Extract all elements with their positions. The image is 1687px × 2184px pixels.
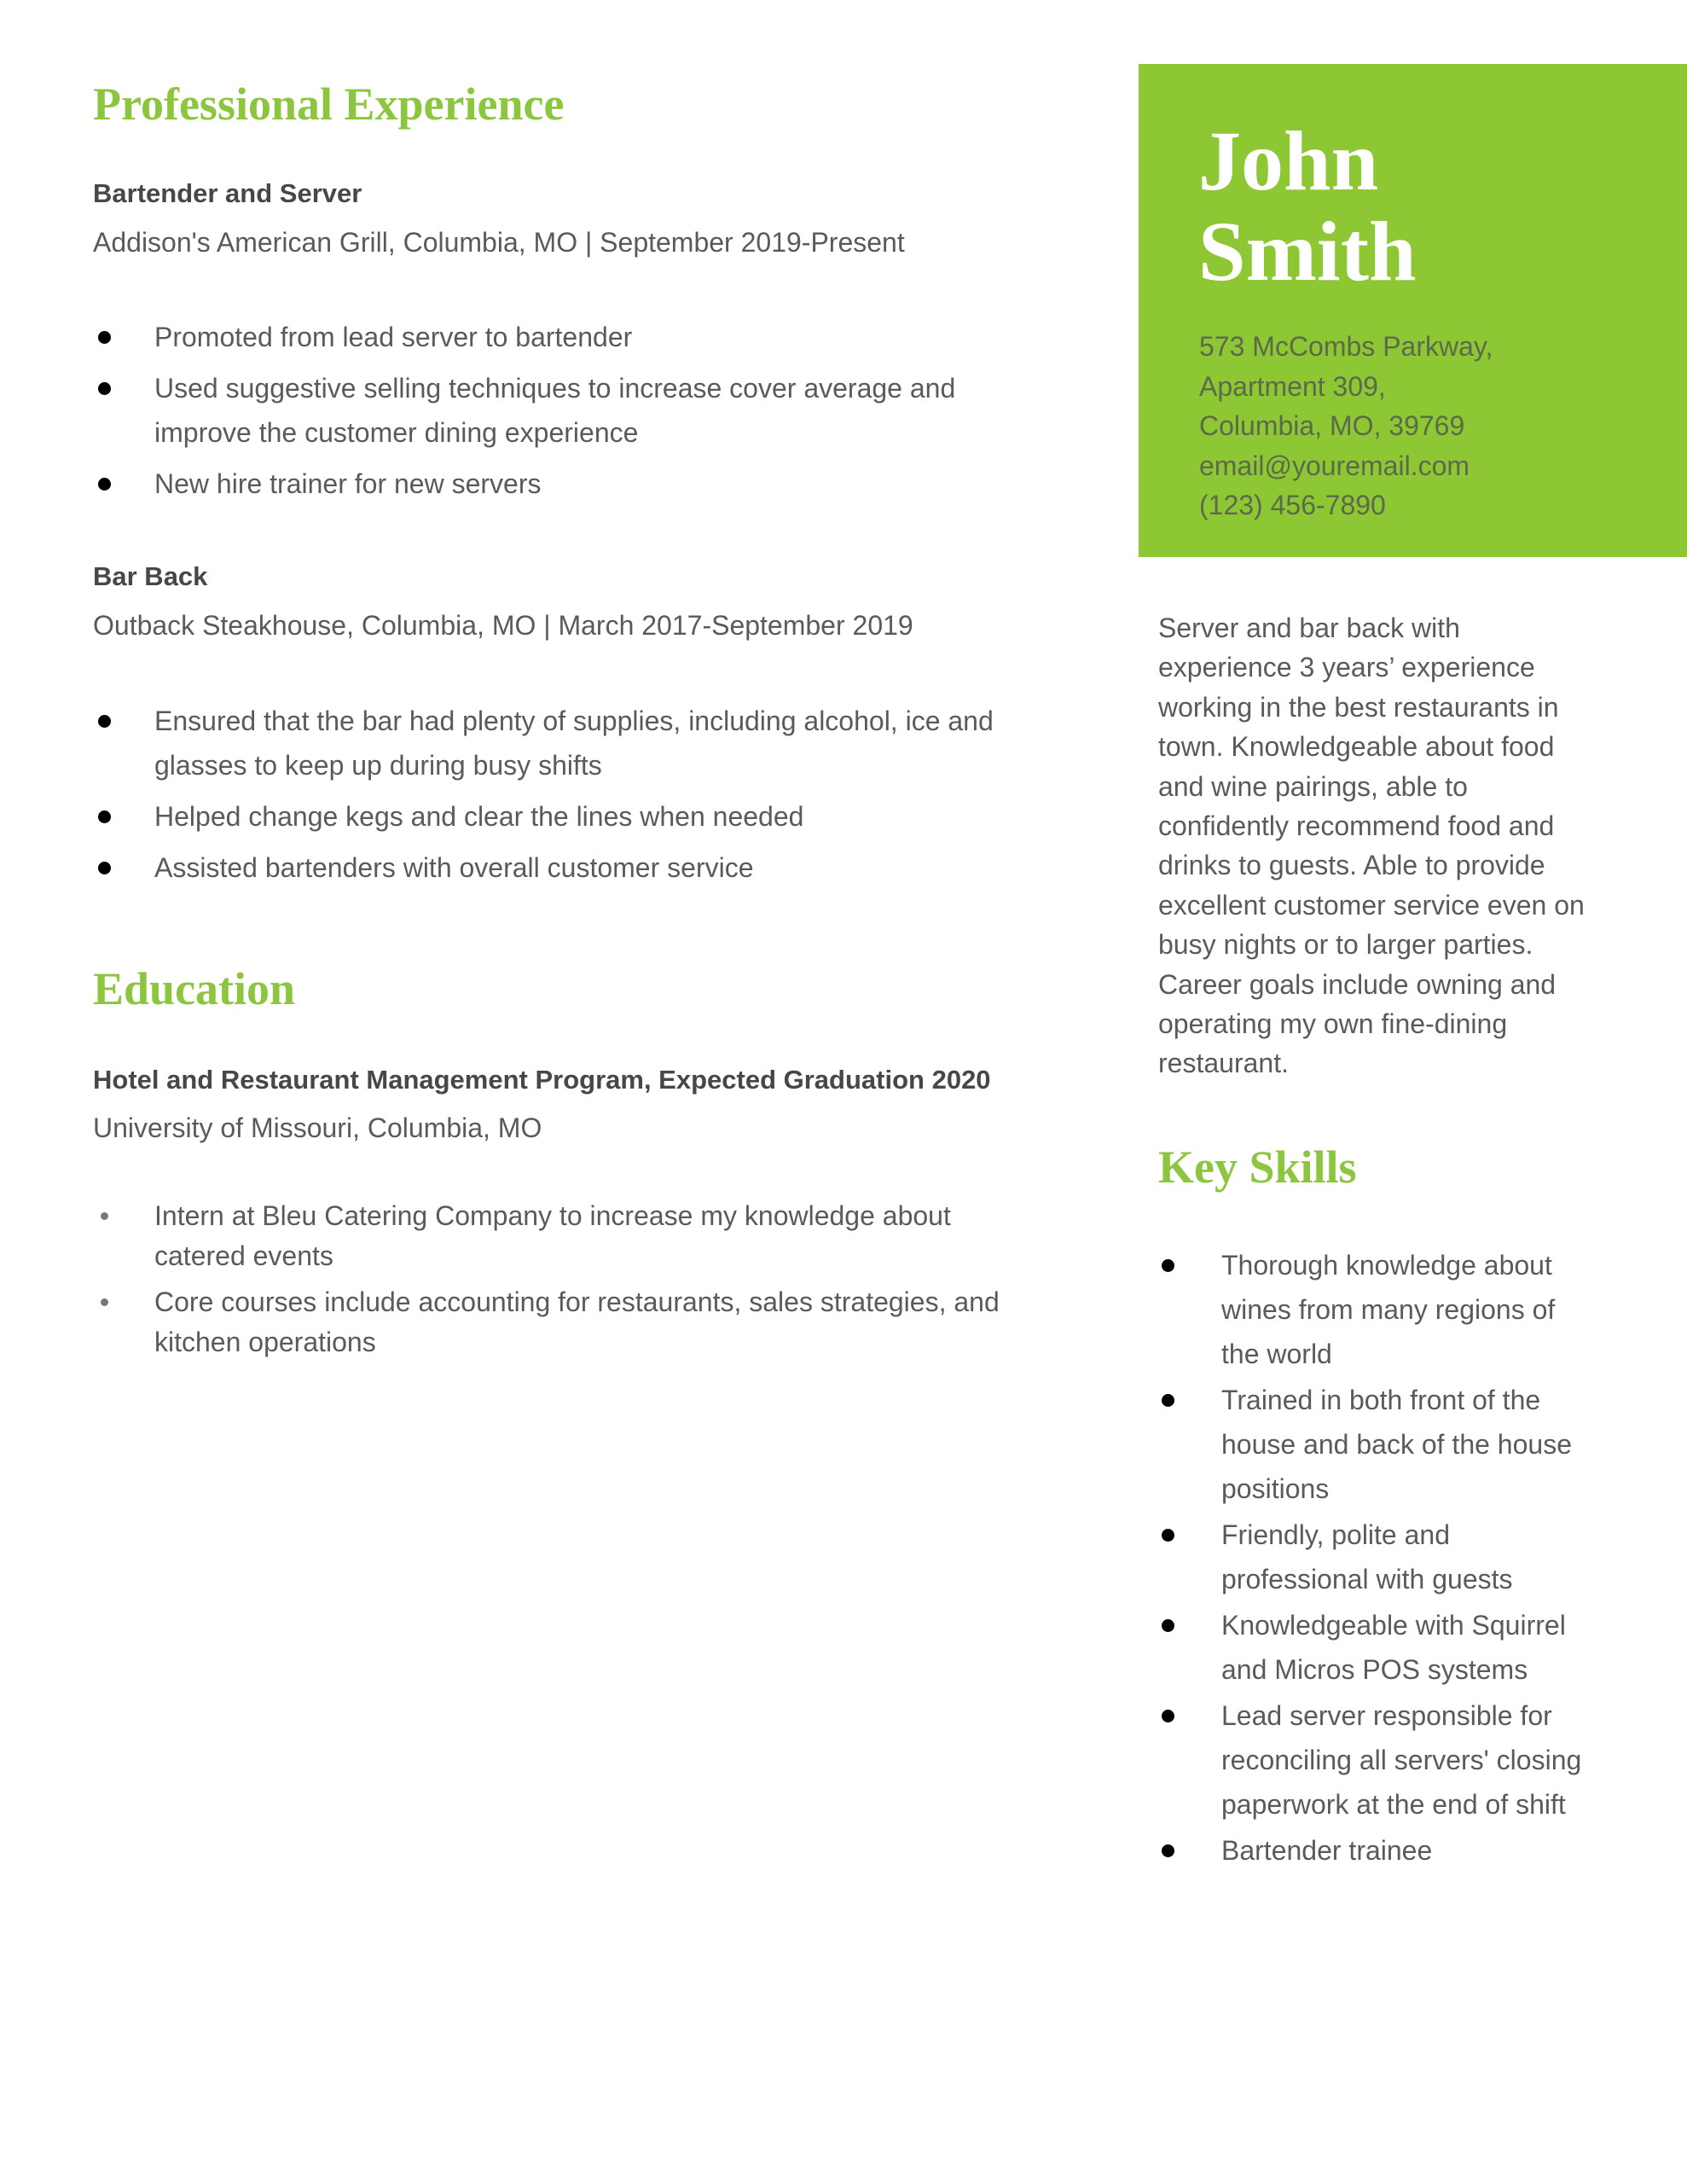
text-line: experience 3 years’ experience xyxy=(1158,652,1535,683)
bullet-icon xyxy=(101,1212,108,1220)
list-item-text: reconciling all servers' closing xyxy=(1221,1745,1582,1775)
list-item-text: Thorough knowledge about xyxy=(1221,1250,1552,1281)
bullet-icon xyxy=(98,862,111,874)
list-item-text: Ensured that the bar had plenty of supplies, including alcohol, ice and xyxy=(154,706,994,736)
list-item xyxy=(1158,1378,1581,1511)
text-line: and wine pairings, able to xyxy=(1158,770,1468,802)
bullet-icon xyxy=(101,1298,108,1306)
text-line: Apartment 309, xyxy=(1199,370,1386,402)
list-item-text: professional with guests xyxy=(1221,1564,1513,1594)
list-item-text: and Micros POS systems xyxy=(1221,1654,1528,1685)
bullet-icon xyxy=(1162,1529,1174,1542)
list-item-text: Used suggestive selling techniques to increase cover average and xyxy=(154,373,956,404)
list-item-text: glasses to keep up during busy shifts xyxy=(154,750,602,781)
text-line: Career goals include owning and xyxy=(1158,968,1557,1000)
bullet-icon xyxy=(1162,1619,1174,1632)
list-item xyxy=(1158,1603,1581,1692)
list-item xyxy=(93,1196,1000,1275)
text-line: email@youremail.com xyxy=(1199,450,1470,481)
job-meta: Outback Steakhouse, Columbia, MO | March 2017-September 2019 xyxy=(93,610,913,641)
list-item-text: Helped change kegs and clear the lines when needed xyxy=(154,801,804,832)
list-item xyxy=(1158,1828,1581,1873)
bullet-icon xyxy=(98,810,111,823)
list-item xyxy=(93,845,994,890)
education-heading: Education xyxy=(93,963,296,1014)
name xyxy=(1198,113,1417,299)
education-meta: University of Missouri, Columbia, MO xyxy=(93,1112,542,1143)
job-meta: Addison's American Grill, Columbia, MO | September 2019-Present xyxy=(93,227,905,258)
list-item-text: paperwork at the end of shift xyxy=(1221,1789,1566,1820)
bullet-icon xyxy=(98,331,111,344)
list-item xyxy=(93,794,994,839)
text-line: 573 McCombs Parkway, xyxy=(1199,331,1493,362)
bullet-icon xyxy=(1162,1259,1174,1272)
list-item xyxy=(1158,1693,1581,1827)
list-item xyxy=(93,699,994,787)
text-line: restaurant. xyxy=(1158,1048,1289,1079)
text-line: working in the best restaurants in xyxy=(1158,691,1559,723)
list-item-text: Lead server responsible for xyxy=(1221,1700,1552,1731)
list-item-text: Intern at Bleu Catering Company to increase my knowledge about xyxy=(154,1200,951,1231)
list-item-text: positions xyxy=(1221,1473,1330,1504)
job-bullets xyxy=(93,699,994,897)
text-line: Columbia, MO, 39769 xyxy=(1199,410,1465,441)
list-item-text: Friendly, polite and xyxy=(1221,1519,1450,1550)
list-item-text: Core courses include accounting for restaurants, sales strategies, and xyxy=(154,1287,1000,1317)
text-line: busy nights or to larger parties. xyxy=(1158,929,1533,961)
list-item xyxy=(93,462,955,506)
skills-list xyxy=(1158,1243,1581,1874)
text-line: confidently recommend food and xyxy=(1158,810,1555,842)
list-item xyxy=(1158,1243,1581,1376)
bullet-icon xyxy=(1162,1394,1174,1407)
list-item-text: Knowledgeable with Squirrel xyxy=(1221,1610,1566,1641)
list-item-text: kitchen operations xyxy=(154,1326,376,1357)
job-title: Bar Back xyxy=(93,561,208,591)
bullet-icon xyxy=(98,382,111,395)
list-item-text: Assisted bartenders with overall customer service xyxy=(154,852,754,883)
text-line: excellent customer service even on xyxy=(1158,889,1585,921)
header-panel xyxy=(1139,64,1687,557)
text-line: town. Knowledgeable about food xyxy=(1158,731,1555,763)
list-item-text: improve the customer dining experience xyxy=(154,417,639,448)
list-item xyxy=(1158,1513,1581,1601)
last-name: Smith xyxy=(1198,204,1417,299)
contact-info xyxy=(1199,327,1493,526)
list-item xyxy=(93,1282,1000,1362)
text-line: drinks to guests. Able to provide xyxy=(1158,850,1545,881)
education-title: Hotel and Restaurant Management Program, Expected Graduation 2020 xyxy=(93,1065,991,1095)
experience-heading: Professional Experience xyxy=(93,78,565,130)
text-line: (123) 456-7890 xyxy=(1199,490,1386,520)
list-item-text: catered events xyxy=(154,1240,333,1271)
first-name: John xyxy=(1198,113,1379,208)
summary xyxy=(1158,608,1585,1083)
list-item-text: wines from many regions of xyxy=(1221,1294,1556,1325)
list-item xyxy=(93,366,955,455)
bullet-icon xyxy=(1162,1710,1174,1722)
text-line: operating my own fine-dining xyxy=(1158,1008,1508,1040)
list-item-text: Promoted from lead server to bartender xyxy=(154,322,633,352)
list-item-text: Bartender trainee xyxy=(1221,1835,1433,1866)
job-title: Bartender and Server xyxy=(93,178,362,208)
list-item-text: the world xyxy=(1221,1339,1332,1369)
list-item-text: house and back of the house xyxy=(1221,1429,1572,1460)
list-item-text: Trained in both front of the xyxy=(1221,1385,1541,1415)
bullet-icon xyxy=(98,715,111,728)
skills-heading: Key Skills xyxy=(1158,1141,1357,1193)
bullet-icon xyxy=(98,478,111,491)
list-item xyxy=(93,315,955,359)
education-bullets xyxy=(93,1196,1000,1368)
job-bullets xyxy=(93,315,955,513)
text-line: Server and bar back with xyxy=(1158,613,1460,643)
bullet-icon xyxy=(1162,1844,1174,1857)
list-item-text: New hire trainer for new servers xyxy=(154,468,542,499)
